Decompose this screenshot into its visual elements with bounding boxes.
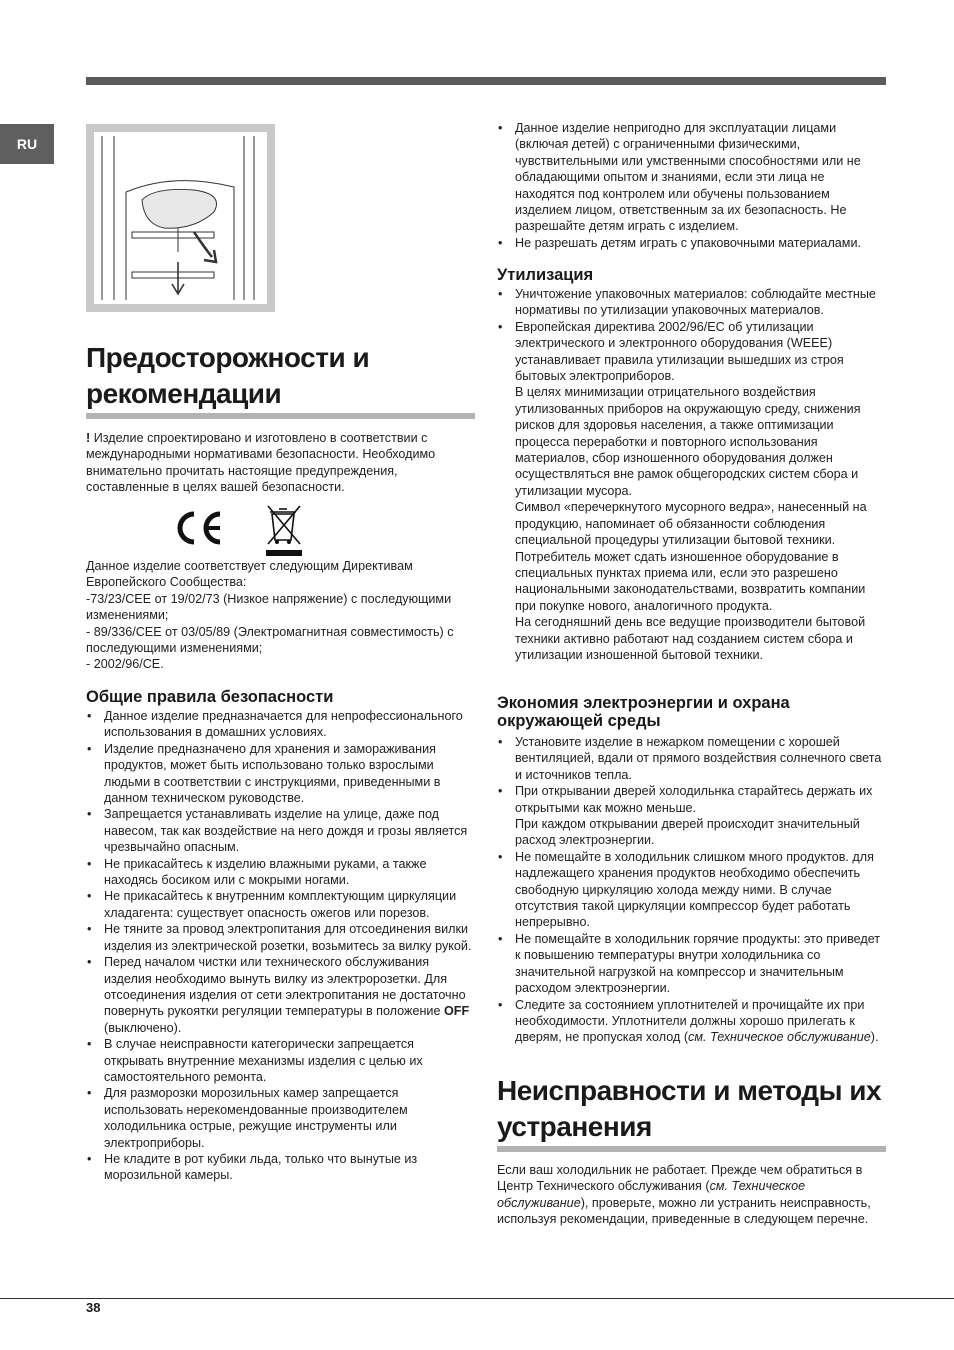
- close-paren: ).: [870, 1030, 879, 1045]
- list-item-text: Не прикасайтесь к внутренним комплектующим циркуляции хладагента: существует опасность ожегов или порезов.: [104, 889, 457, 920]
- list-item-text: Следите за состоянием уплотнителей и прочищайте их при необходимости. Уплотнители должны хорошо прилегать к дверям, не пропуская холод (: [515, 997, 865, 1045]
- directive-lowvoltage: -73/23/CEE от 19/02/73 (Низкое напряжение) с последующими изменениями;: [86, 591, 452, 623]
- warning-mark: !: [86, 431, 91, 445]
- intro-service-ref: см. Техническое обслуживание: [497, 1179, 806, 1210]
- see-service-ref: см. Техническое обслуживание: [688, 1030, 871, 1045]
- disposal-heading: Утилизация: [497, 266, 594, 284]
- troubleshooting-intro: [497, 1162, 887, 1228]
- list-item-text: Изделие предназначено для хранения и замораживания продуктов, может быть использовано только взрослыми людьми в соответствии с инструкциями, приведенными в данном техническом руководстве.: [104, 741, 441, 806]
- list-item-text: Не тяните за провод электропитания для отсоединения вилки изделия из электрической розетки, возьмитесь за вилку рукой.: [104, 922, 472, 953]
- intro-paragraph: [86, 430, 471, 496]
- list-item: [497, 235, 887, 251]
- list-item: [86, 1085, 476, 1151]
- list-item-subtext: Символ «перечеркнутого мусорного ведра», нанесенный на продукцию, напоминает об обязанности соблюдения специальной процедуры утилизации бытовой техники. Потребитель может сдать изношенное оборудование в специальных пунктах приема или, если это разрешено национальными законодательствами, возвратить компании при покупке нового, аналогичного продукта.: [515, 500, 867, 613]
- precautions-title-line2: рекомендации: [86, 378, 282, 409]
- crossed-bin-icon: [266, 506, 302, 556]
- list-item-text: Не разрешать детям играть с упаковочными материалами.: [515, 235, 861, 250]
- list-item: [497, 286, 887, 319]
- fridge-light-illustration: [86, 124, 275, 312]
- list-item: [86, 1151, 476, 1184]
- energy-heading-line2: окружающей среды: [497, 712, 661, 730]
- directives-intro: Данное изделие соответствует следующим Директивам Европейского Сообщества:: [86, 559, 413, 590]
- list-item: [497, 997, 887, 1046]
- list-item-subtext: На сегодняшний день все ведущие производители бытовой техники активно работают над созданием систем сбора и утилизации изношенной бытовой техники.: [515, 615, 866, 662]
- list-item: [86, 806, 476, 855]
- list-item: [86, 708, 476, 741]
- list-item: [86, 921, 476, 954]
- ce-mark-icon: [180, 514, 220, 542]
- list-item: [86, 1036, 476, 1085]
- list-item: [497, 319, 887, 664]
- footer-rule: [0, 1298, 954, 1299]
- energy-heading: [497, 694, 887, 730]
- list-item-text: Установите изделие в нежарком помещении с хорошей вентиляцией, вдали от прямого воздействия солнечного света и источников тепла.: [515, 735, 882, 782]
- troubleshooting-title-line1: Неисправности и методы их: [497, 1075, 882, 1106]
- off-label: OFF: [443, 1004, 470, 1019]
- list-item-text: Данное изделие предназначается для непрофессионального использования в домашних условиях.: [104, 709, 463, 740]
- language-tab: RU: [0, 124, 54, 164]
- precautions-title: [86, 340, 475, 419]
- list-item-text: При открывании дверей холодильнка старайтесь держать их открытыми как можно меньше.: [515, 784, 873, 815]
- list-item: [86, 954, 476, 1036]
- list-item: [86, 741, 476, 807]
- list-item: [86, 856, 476, 889]
- list-item: [497, 931, 887, 997]
- list-item: [497, 734, 887, 783]
- certification-marks: [170, 500, 310, 558]
- troubleshooting-title: [497, 1073, 886, 1152]
- page-number: 38: [86, 1300, 101, 1315]
- directives-block: [86, 558, 476, 673]
- list-item-text: В случае неисправности категорически запрещается открывать внутренние механизмы изделия с целью их самостоятельного ремонта.: [104, 1037, 423, 1084]
- list-item: [86, 888, 476, 921]
- intro-text-a: Если ваш холодильник не работает. Прежде чем обратиться в Центр Технического обслуживания (: [497, 1163, 863, 1194]
- list-item: [497, 120, 887, 235]
- directive-weee: - 2002/96/CE.: [86, 657, 164, 672]
- list-item-text: Не помещайте в холодильник слишком много продуктов. для надлежащего хранения продуктов необходимо обеспечить свободную циркуляцию холода между ними. В случае отсутствия такой циркуляции компрессор будет работать непрерывно.: [515, 849, 874, 930]
- list-item-text: Европейская директива 2002/96/EC об утилизации электрического и электронного оборудования (WEEE) устанавливает правила утилизации вышедших из строя бытовых электроприборов.: [515, 319, 844, 384]
- list-item-subtext: При каждом открывании дверей происходит значительный расход электроэнергии.: [515, 817, 860, 848]
- fridge-interior-drawing: [94, 132, 267, 304]
- list-item-text: Для разморозки морозильных камер запрещается использовать нерекомендованные производителем холодильника острые, режущие инструменты или электроприборы.: [104, 1086, 408, 1150]
- list-item-text: Перед началом чистки или технического обслуживания изделия необходимо вынуть вилку из электророзетки. Для отсоединения изделия от сети электропитания не достаточно повернуть рукоятки регуляции температуры в положение: [104, 955, 466, 1019]
- top-list: [497, 120, 887, 251]
- troubleshooting-title-line2: устранения: [497, 1111, 652, 1142]
- disposal-list: [497, 286, 887, 663]
- list-item-text: Данное изделие непригодно для эксплуатации лицами (включая детей) с ограниченными физическими, чувствительными или умственными способностями или не обладающими опытом и знаниями, если эти лица не находятся под контролем или обучены пользованием изделием лицом, ответственным за их безопасность. Не разрешайте детям играть с изделием.: [515, 121, 861, 234]
- list-item-text: Не кладите в рот кубики льда, только что вынутые из морозильной камеры.: [104, 1151, 418, 1183]
- energy-list: [497, 734, 887, 1046]
- list-item-subtext: В целях минимизации отрицательного воздействия утилизованных приборов на окружающую среду, снижения рисков для здоровья населения, а также оптимизации процесса переработки и повторного использования материалов, сбор изношенного оборудования должен осуществляться вне рамок общегородских систем сбора и утилизации мусора.: [515, 385, 861, 498]
- safety-heading: Общие правила безопасности: [86, 688, 334, 706]
- list-item-text: Не помещайте в холодильник горячие продукты: это приведет к повышению температуры внутри холодильника со значительной нагрузкой на компрессор и значительным расходом электроэнергии.: [515, 931, 881, 996]
- safety-list: [86, 708, 476, 1184]
- directive-emc: - 89/336/CEE от 03/05/89 (Электромагнитная совместимость) с последующими изменениями;: [86, 624, 454, 656]
- precautions-title-line1: Предосторожности и: [86, 342, 370, 373]
- list-item: [497, 849, 887, 931]
- off-suffix: (выключено).: [104, 1020, 182, 1035]
- list-item-text: Запрещается устанавливать изделие на улице, даже под навесом, так как воздействие на него дождя и грозы является чрезвычайно опасным.: [104, 807, 468, 855]
- list-item-text: Уничтожение упаковочных материалов: соблюдайте местные нормативы по утилизации упаковочных материалов.: [515, 287, 876, 318]
- header-bar: [86, 77, 886, 85]
- energy-heading-line1: Экономия электроэнергии и охрана: [497, 694, 790, 712]
- intro-text-b: ), проверьте, можно ли устранить неисправность, используя рекомендации, приведенные в следующем перечне.: [497, 1195, 871, 1227]
- intro-text: Изделие спроектировано и изготовлено в соответствии с международными нормативами безопасности. Необходимо внимательно прочитать настоящие предупреждения, составленные в целях вашей безопасности.: [86, 431, 436, 495]
- list-item-text: Не прикасайтесь к изделию влажными руками, а также находясь босиком или с мокрыми ногами.: [104, 856, 427, 888]
- list-item: [497, 783, 887, 849]
